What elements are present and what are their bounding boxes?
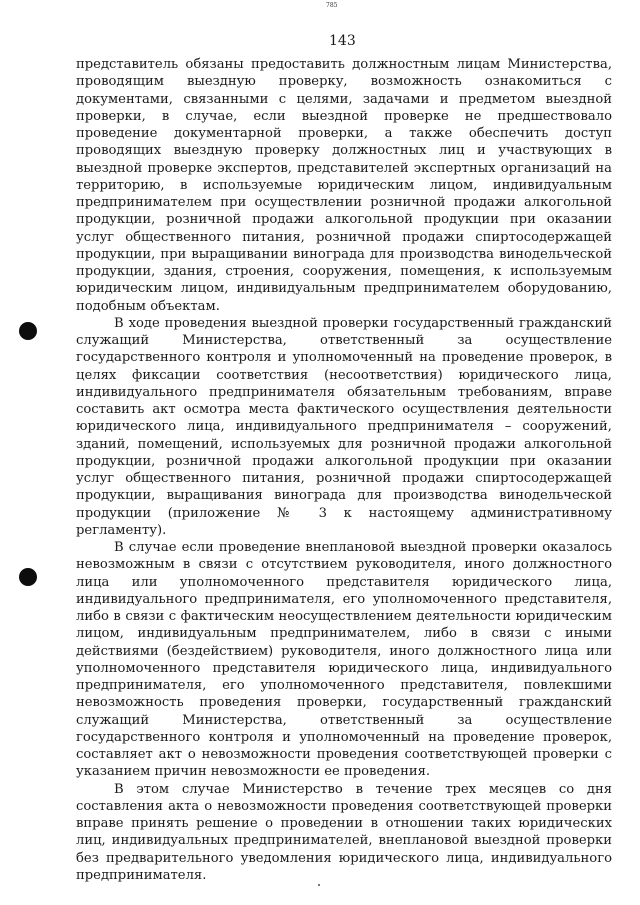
paragraph-decision: В этом случае Министерство в течение трех месяцев со дня составления акта о невозможности проведения соответствующей проверки вправе принять решение о проведении в отношении таких юридических лиц, индивидуальных предпринимателей, внеплановой выездной проверки без предварительного уведомления юридического лица, индивидуального предпринимателя.	[76, 781, 612, 883]
paragraph-impossibility: В случае если проведение внеплановой выездной проверки оказалось невозможным в связи с отсутствием руководителя, иного должностного лица или уполномоченного представителя юридического лица, индивидуального предпринимателя, его уполномоченного представителя, либо в связи с фактическим неосуществлением деятельности юридическим лицом, индивидуальным предпринимателем, либо в связи с иными действиями (бездействием) руководителя, иного должностного лица или уполномоченного представителя юридического лица, индивидуального предпринимателя, его уполномоченного представителя, повлекшими невозможность проведения проверки, государственный гражданский служащий Министерства, ответственный за осуществление государственного контроля и уполномоченный на проведение проверок, составляет акт о невозможности проведения соответствующей проверки с указанием причин невозможности ее проведения.	[76, 540, 612, 780]
punch-hole-bottom	[19, 568, 37, 586]
punch-hole-top	[19, 322, 37, 340]
page-number: 143	[329, 33, 356, 49]
scan-mark: 785	[326, 2, 338, 9]
paragraph-continuation: представитель обязаны предоставить должностным лицам Министерства, проводящим выездную проверку, возможность ознакомиться с документами, связанными с целями, задачами и предметом выездной проверки, в случае, если выездной проверке не предшествовало проведение документарной проверки, а также обеспечить доступ проводящих выездную проверку должностных лиц и участвующих в выездной проверке экспертов, представителей экспертных организаций на территорию, в используемые юридическим лицом, индивидуальным предпринимателем при осуществлении розничной продажи алкогольной продукции, розничной продажи алкогольной продукции при оказании услуг общественного питания, розничной продажи спиртосодержащей продукции, при выращивании винограда для производства винодельческой продукции, здания, строения, сооружения, помещения, к используемым юридическим лицом, индивидуальным предпринимателем оборудованию, подобным объектам.	[76, 57, 612, 314]
paragraph-inspection-act: В ходе проведения выездной проверки государственный гражданский служащий Министерства, ответственный за осуществление государственного контроля и уполномоченный на проведение проверок, в целях фиксации соответствия (несоответствия) юридического лица, индивидуального предпринимателя обязательным требованиям, вправе составить акт осмотра места фактического осуществления деятельности юридического лица, индивидуального предпринимателя – сооружений, зданий, помещений, используемых для розничной продажи алкогольной продукции, розничной продажи алкогольной продукции при оказании услуг общественного питания, розничной продажи спиртосодержащей продукции, выращивания винограда для производства винодельческой продукции (приложение № 3 к настоящему административному регламенту).	[76, 315, 612, 538]
document-body	[76, 56, 612, 884]
scan-speck	[318, 884, 320, 886]
